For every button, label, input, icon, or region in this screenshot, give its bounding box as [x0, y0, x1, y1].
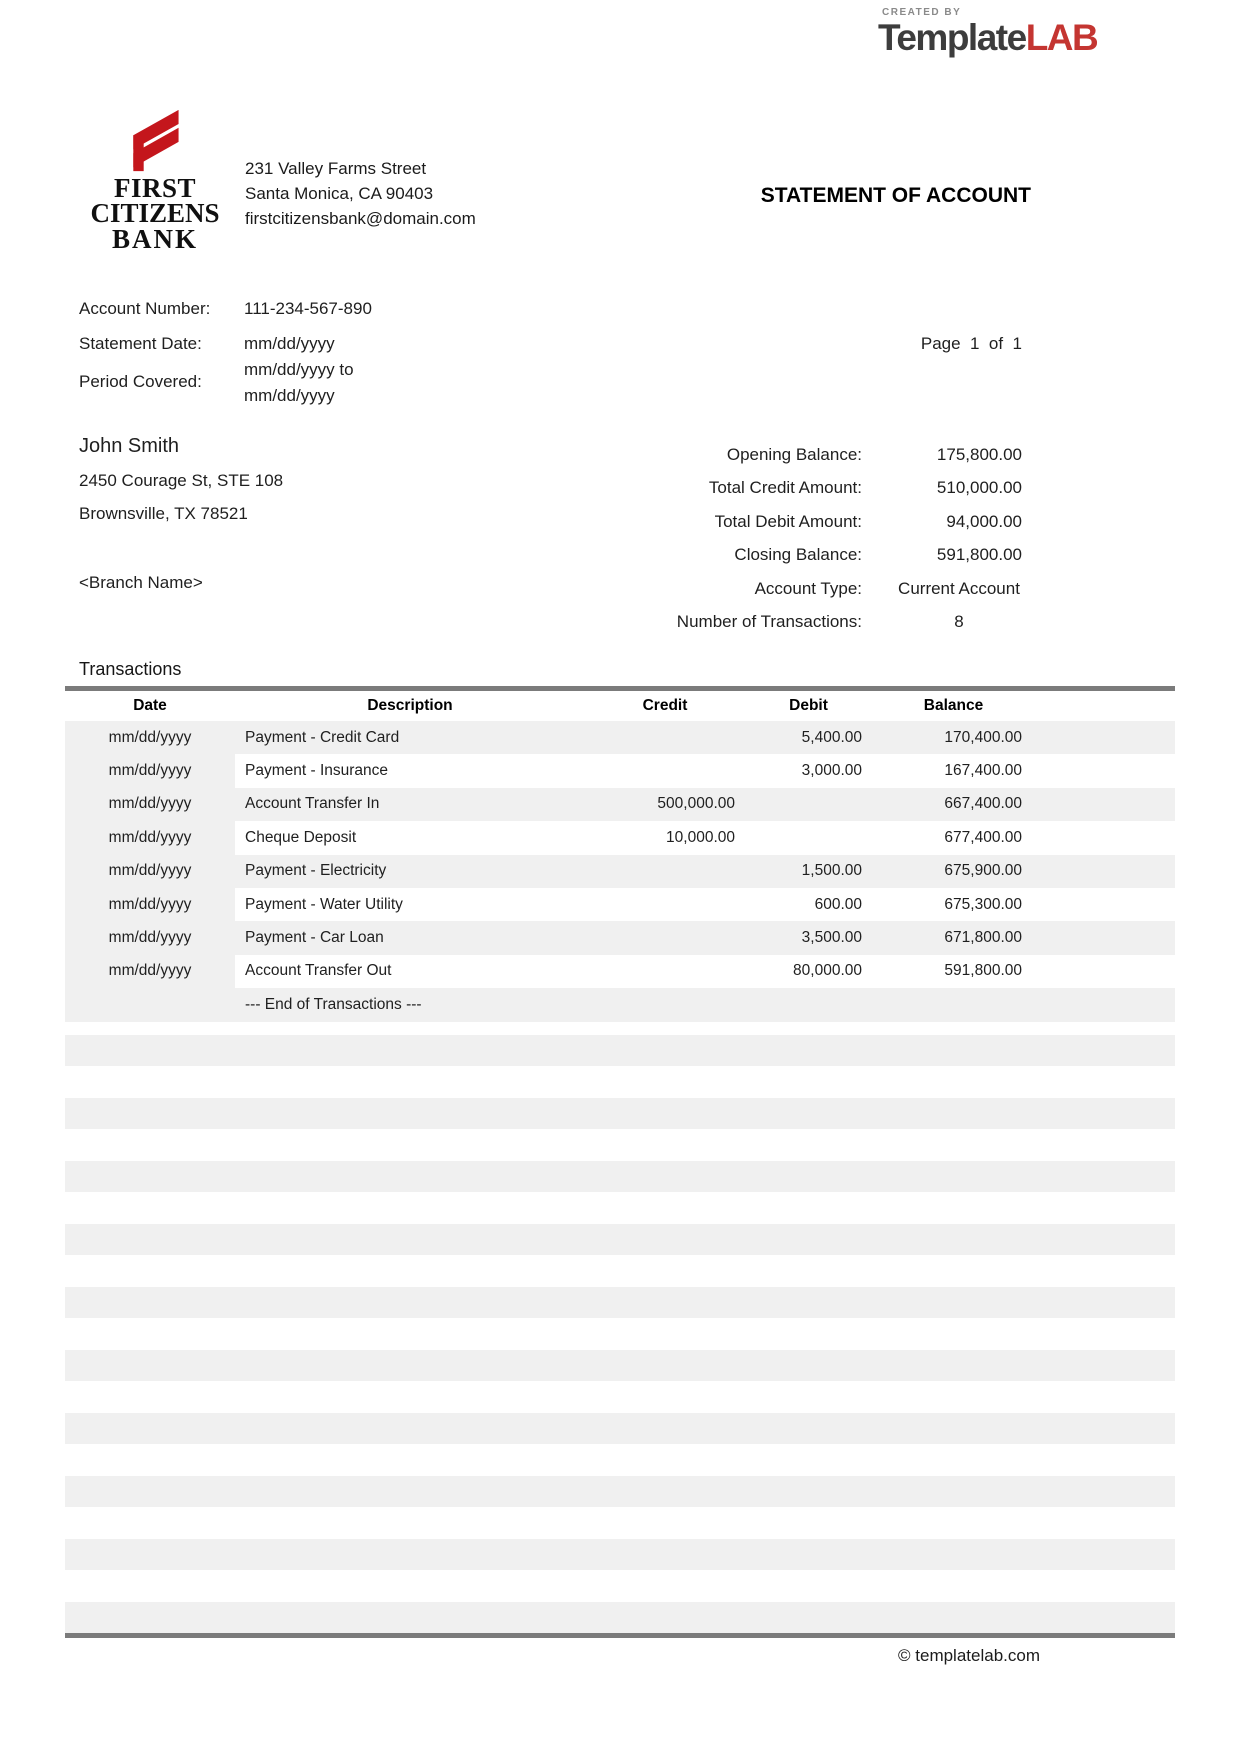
summary-value: 591,800.00	[936, 545, 1022, 565]
period-covered-value-line2: mm/dd/yyyy	[244, 386, 335, 405]
cell-balance	[872, 988, 1035, 1021]
cell-description: Payment - Credit Card	[235, 721, 585, 754]
column-header-spacer	[1035, 691, 1175, 721]
cell-date: mm/dd/yyyy	[65, 821, 235, 854]
cell-debit: 5,400.00	[745, 721, 872, 754]
cell-balance: 667,400.00	[872, 788, 1035, 821]
bank-flag-icon	[122, 106, 188, 174]
cell-description: Payment - Water Utility	[245, 895, 403, 913]
summary-value: 510,000.00	[936, 478, 1022, 498]
brand-template-text: Template	[878, 17, 1026, 58]
cell-description: --- End of Transactions ---	[235, 988, 585, 1021]
cell-credit	[585, 921, 745, 954]
empty-row-stripe	[65, 1350, 1175, 1381]
summary-value: 8	[954, 612, 964, 632]
cell-description: Cheque Deposit	[245, 828, 357, 846]
summary-row-opening-balance	[540, 438, 1040, 472]
bank-name-line1: FIRST	[113, 173, 197, 203]
cell-credit	[585, 955, 745, 988]
templatelab-link[interactable]: templatelab.com	[915, 1646, 1040, 1665]
table-row-end-of-transactions	[65, 988, 1175, 1021]
cell-spacer	[1035, 921, 1175, 954]
bank-name-line3: BANK	[111, 223, 198, 254]
cell-description: Payment - Electricity	[235, 855, 585, 888]
summary-label: Opening Balance:	[726, 444, 862, 464]
cell-credit	[585, 988, 745, 1021]
column-header-debit: Debit	[745, 691, 872, 721]
statement-date-value: mm/dd/yyyy	[244, 334, 335, 353]
transactions-table	[65, 686, 1175, 1022]
summary-row-account-type	[540, 572, 1040, 606]
cell-credit	[585, 855, 745, 888]
cell-debit: 600.00	[814, 895, 862, 913]
column-header-balance: Balance	[872, 691, 1035, 721]
summary-label: Account Type:	[754, 578, 862, 598]
summary-value: 175,800.00	[936, 444, 1022, 464]
bank-name-line2: CITIZENS	[90, 198, 220, 229]
empty-row-stripe	[65, 1224, 1175, 1255]
table-row	[65, 955, 1175, 988]
templatelab-wordmark	[878, 19, 1097, 56]
table-row	[65, 921, 1175, 954]
cell-date: mm/dd/yyyy	[65, 855, 235, 888]
cell-debit	[745, 821, 872, 854]
account-number-value: 111-234-567-890	[244, 299, 372, 318]
branch-name: <Branch Name>	[79, 573, 203, 592]
period-covered-label: Period Covered:	[79, 372, 202, 391]
summary-row-transaction-count	[540, 606, 1040, 640]
customer-name: John Smith	[79, 435, 180, 457]
cell-date: mm/dd/yyyy	[65, 788, 235, 821]
statement-date-label: Statement Date:	[79, 334, 202, 353]
cell-spacer	[1035, 821, 1175, 854]
empty-row-stripe	[65, 1287, 1175, 1318]
table-row	[65, 888, 1175, 921]
cell-spacer	[1035, 955, 1175, 988]
cell-balance: 591,800.00	[944, 962, 1022, 980]
column-header-description: Description	[235, 691, 585, 721]
cell-date: mm/dd/yyyy	[65, 721, 235, 754]
cell-debit	[745, 788, 872, 821]
templatelab-logo	[878, 8, 1097, 56]
bank-name	[88, 173, 222, 254]
cell-credit	[585, 754, 745, 787]
cell-description: Account Transfer In	[235, 788, 585, 821]
cell-description: Payment - Insurance	[245, 762, 389, 780]
cell-spacer	[1035, 988, 1175, 1021]
summary-row-closing-balance	[540, 539, 1040, 573]
summary-label: Number of Transactions:	[676, 612, 862, 632]
cell-date: mm/dd/yyyy	[65, 754, 235, 787]
empty-row-stripe	[65, 1476, 1175, 1507]
cell-spacer	[1035, 855, 1175, 888]
cell-balance: 677,400.00	[944, 828, 1022, 846]
bank-address-email: firstcitizensbank@domain.com	[245, 209, 476, 228]
cell-balance: 671,800.00	[872, 921, 1035, 954]
empty-row-stripe	[65, 1161, 1175, 1192]
cell-balance: 170,400.00	[872, 721, 1035, 754]
period-covered-value-line1: mm/dd/yyyy to	[244, 360, 354, 379]
summary-value: Current Account	[898, 578, 1020, 598]
page-title: STATEMENT OF ACCOUNT	[760, 184, 1031, 207]
cell-debit: 3,500.00	[745, 921, 872, 954]
bank-address-line1: 231 Valley Farms Street	[245, 159, 427, 178]
column-header-credit: Credit	[585, 691, 745, 721]
empty-row-stripe	[65, 1602, 1175, 1633]
cell-balance: 675,300.00	[944, 895, 1022, 913]
cell-credit: 500,000.00	[585, 788, 745, 821]
cell-spacer	[1035, 754, 1175, 787]
cell-date: mm/dd/yyyy	[65, 888, 235, 921]
cell-spacer	[1035, 721, 1175, 754]
created-by-label: CREATED BY	[882, 7, 962, 18]
copyright-symbol: ©	[898, 1646, 911, 1665]
cell-balance: 675,900.00	[872, 855, 1035, 888]
cell-date: mm/dd/yyyy	[65, 955, 235, 988]
table-row	[65, 821, 1175, 854]
bank-address	[245, 156, 476, 231]
table-row	[65, 754, 1175, 787]
cell-debit: 3,000.00	[801, 762, 862, 780]
cell-spacer	[1035, 788, 1175, 821]
bank-logo	[88, 106, 222, 252]
table-header-row	[65, 691, 1175, 721]
empty-row-stripe	[65, 1098, 1175, 1129]
summary-value: 94,000.00	[946, 511, 1022, 531]
page-indicator: Page 1 of 1	[920, 334, 1022, 353]
footer	[898, 1646, 1040, 1666]
cell-debit: 80,000.00	[793, 962, 862, 980]
table-row	[65, 721, 1175, 754]
empty-row-stripe	[65, 1413, 1175, 1444]
summary-label: Total Debit Amount:	[714, 511, 862, 531]
cell-balance: 167,400.00	[944, 762, 1022, 780]
cell-date	[65, 988, 235, 1021]
brand-lab-text: LAB	[1025, 17, 1098, 58]
summary-row-total-debit	[540, 505, 1040, 539]
balance-summary	[540, 438, 1040, 639]
empty-row-stripe	[65, 1035, 1175, 1066]
cell-debit	[745, 988, 872, 1021]
cell-credit	[585, 721, 745, 754]
cell-credit	[585, 888, 745, 921]
empty-row-stripe	[65, 1539, 1175, 1570]
transactions-heading: Transactions	[79, 659, 182, 679]
customer-address-line1: 2450 Courage St, STE 108	[79, 471, 284, 490]
cell-description: Payment - Car Loan	[235, 921, 585, 954]
table-row	[65, 855, 1175, 888]
cell-credit: 10,000.00	[666, 828, 735, 846]
summary-label: Total Credit Amount:	[708, 478, 862, 498]
cell-debit: 1,500.00	[745, 855, 872, 888]
empty-rows-area	[65, 1035, 1175, 1665]
account-number-label: Account Number:	[79, 299, 211, 318]
customer-address-line2: Brownsville, TX 78521	[79, 504, 248, 523]
cell-description: Account Transfer Out	[245, 962, 392, 980]
summary-row-total-credit	[540, 472, 1040, 506]
summary-label: Closing Balance:	[734, 545, 862, 565]
cell-date: mm/dd/yyyy	[65, 921, 235, 954]
bank-address-line2: Santa Monica, CA 90403	[245, 184, 434, 203]
cell-spacer	[1035, 888, 1175, 921]
column-header-date: Date	[65, 691, 235, 721]
table-bottom-border	[65, 1633, 1175, 1638]
table-row	[65, 788, 1175, 821]
